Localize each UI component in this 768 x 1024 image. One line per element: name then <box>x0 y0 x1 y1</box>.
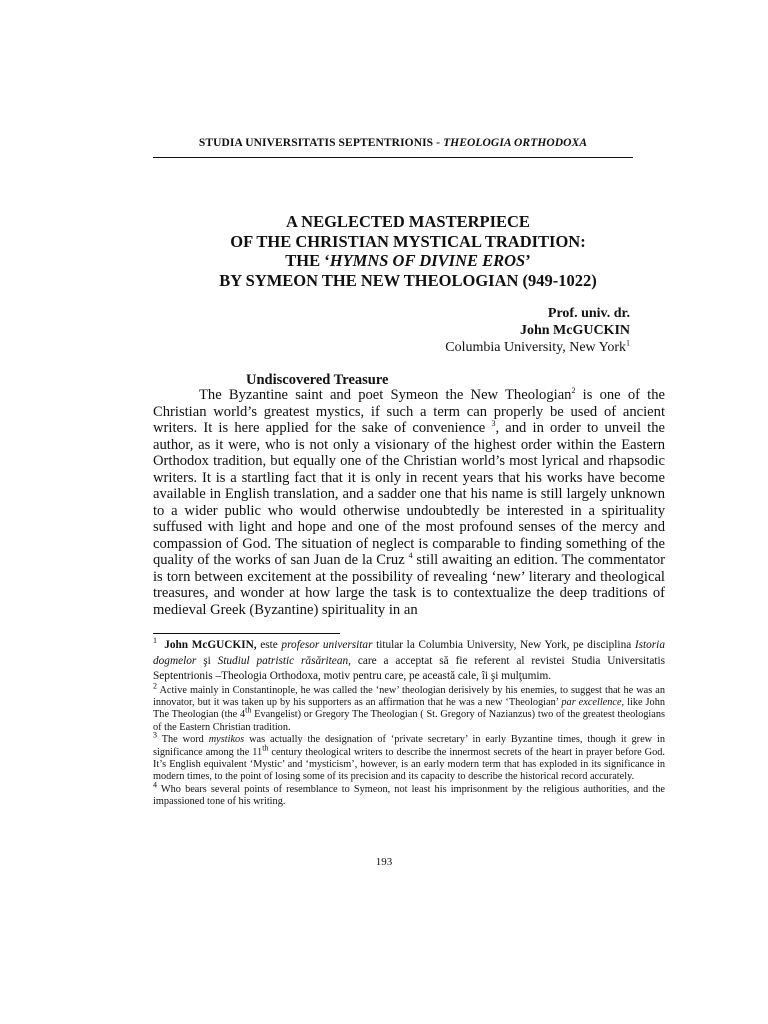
title-line-3-prefix: THE ‘ <box>285 251 330 270</box>
title-line-3-suffix: ’ <box>525 251 531 270</box>
footnote-4 <box>153 780 665 809</box>
journal-series: THEOLOGIA ORTHODOXA <box>443 137 588 149</box>
footnote-2 <box>153 681 665 735</box>
footnote-ref-3[interactable]: 3 <box>491 419 496 429</box>
author-block <box>445 305 630 356</box>
footnote-1 <box>153 638 665 685</box>
title-line-2: OF THE CHRISTIAN MYSTICAL TRADITION: <box>230 231 586 251</box>
footnote-3-italic: mystikos <box>208 734 245 746</box>
running-header <box>153 137 633 149</box>
body-text-b: is one of the Christian world’s greatest mystics, if such a term can properly be used of ancient writers. It is here applied for the sake of convenience <box>153 387 665 436</box>
author-name: John McGUCKIN <box>519 323 630 338</box>
footnote-3-text-c: century theological writers to describe the innermost secrets of the heart in prayer before God. It’s English equivalent ‘Mystic’ and ‘mysticism’, however, is an early modern term that has exploded in its significance in modern times, to the point of losing some of its precision and its capacity to describe the historical record accurately. <box>153 746 665 783</box>
author-affiliation: Columbia University, New York <box>445 340 626 355</box>
footnote-1-number: 1 <box>153 636 157 646</box>
footnote-3-text-a: The word <box>157 734 209 746</box>
footnote-rule <box>153 633 340 634</box>
body-text-d: still awaiting an edition. The commentator is torn between excitement at the possibility of revealing ‘new’ literary and theological treasures, and wonder at how large the task is to contextualize the deep traditions of medieval Greek (Byzantine) spirituality in an <box>153 552 665 618</box>
footnote-1-name: John McGUCKIN, <box>164 639 257 651</box>
footnote-ref-1[interactable]: 1 <box>626 338 630 348</box>
title-line-3-italic: HYMNS OF DIVINE EROS <box>329 251 526 270</box>
footnote-1-course-1: Istoria dogmelor <box>153 639 665 667</box>
footnote-3-ordinal: th <box>262 743 269 753</box>
footnote-2-text-a: Active mainly in Constantinople, he was called the ‘new’ theologian derisively by his enemies, to suggest that he was an innovator, but it was taken up by his supporters as an affirmation that he was a new ‘Theologian’ <box>153 684 665 708</box>
footnote-4-text: Who bears several points of resemblance to Symeon, not least his imprisonment by the religious authorities, and the impassioned tone of his writing. <box>153 783 665 808</box>
footnote-2-text-b: , like John The Theologian (the 4 <box>153 696 665 721</box>
footnote-3-number: 3 <box>153 730 157 740</box>
footnote-2-number: 2 <box>153 681 157 691</box>
title-line-4: BY SYMEON THE NEW THEOLOGIAN (949-1022) <box>219 270 597 290</box>
footnote-3 <box>153 730 665 784</box>
footnote-2-text-c: Evangelist) or Gregory The Theologian ( St. Gregory of Nazianzus) two of the greatest theologians of the Eastern Christian tradition. <box>153 709 665 733</box>
footnote-1-role: profesor universitar <box>281 639 373 651</box>
footnote-1-text-d: , care a acceptat să fie referent al revistei Studia Universitatis Septentrionis –Theologia Orthodoxa, motiv pentru care, pe această cale, îi şi mulţumim. <box>153 654 666 682</box>
footnote-1-text-a: este <box>256 639 282 651</box>
footnote-2-italic: par excellence <box>561 696 622 708</box>
footnote-1-course-2: Studiul patristic răsăritean <box>217 654 349 667</box>
body-text-c: , and in order to unveil the author, as it were, who is not only a visionary of the highest order within the Eastern Orthodox tradition, but equally one of the Christian world’s most lyrical and rhapsodic writers. It is a startling fact that it is only in recent years that his works have become available in English translation, and a sadder one that his name is still largely unknown to a wider public who would otherwise undoubtedly be interested in a spirituality suffused with light and hope and one of the most profound senses of the mercy and compassion of God. The situation of neglect is comparable to finding something of the quality of the works of san Juan de la Cruz <box>153 420 665 568</box>
author-affiliation-line <box>445 339 630 356</box>
footnote-ref-2[interactable]: 2 <box>571 386 576 396</box>
page-number: 193 <box>375 856 393 868</box>
body-text-a: The Byzantine saint and poet Symeon the New Theologian <box>199 387 572 403</box>
header-rule <box>153 157 633 158</box>
title-line-1: A NEGLECTED MASTERPIECE <box>286 212 530 231</box>
footnote-ref-4[interactable]: 4 <box>408 551 413 561</box>
footnotes <box>153 638 665 809</box>
section-heading: Undiscovered Treasure <box>246 372 389 388</box>
footnote-3-text-b: was actually the designation of ‘private secretary’ in early Byzantine times, though it grew in significance among the 11 <box>153 734 665 758</box>
author-rank: Prof. univ. dr. <box>547 306 630 321</box>
journal-name: STUDIA UNIVERSITATIS SEPTENTRIONIS - <box>198 137 444 149</box>
title-line-3 <box>153 251 663 271</box>
footnote-2-ordinal: th <box>245 705 252 715</box>
article-title <box>153 212 663 290</box>
footnote-4-number: 4 <box>153 780 157 790</box>
footnote-1-text-c: şi <box>196 654 218 667</box>
body-paragraph <box>153 387 665 618</box>
footnote-1-text-b: titular la Columbia University, New York, pe disciplina <box>372 639 635 651</box>
